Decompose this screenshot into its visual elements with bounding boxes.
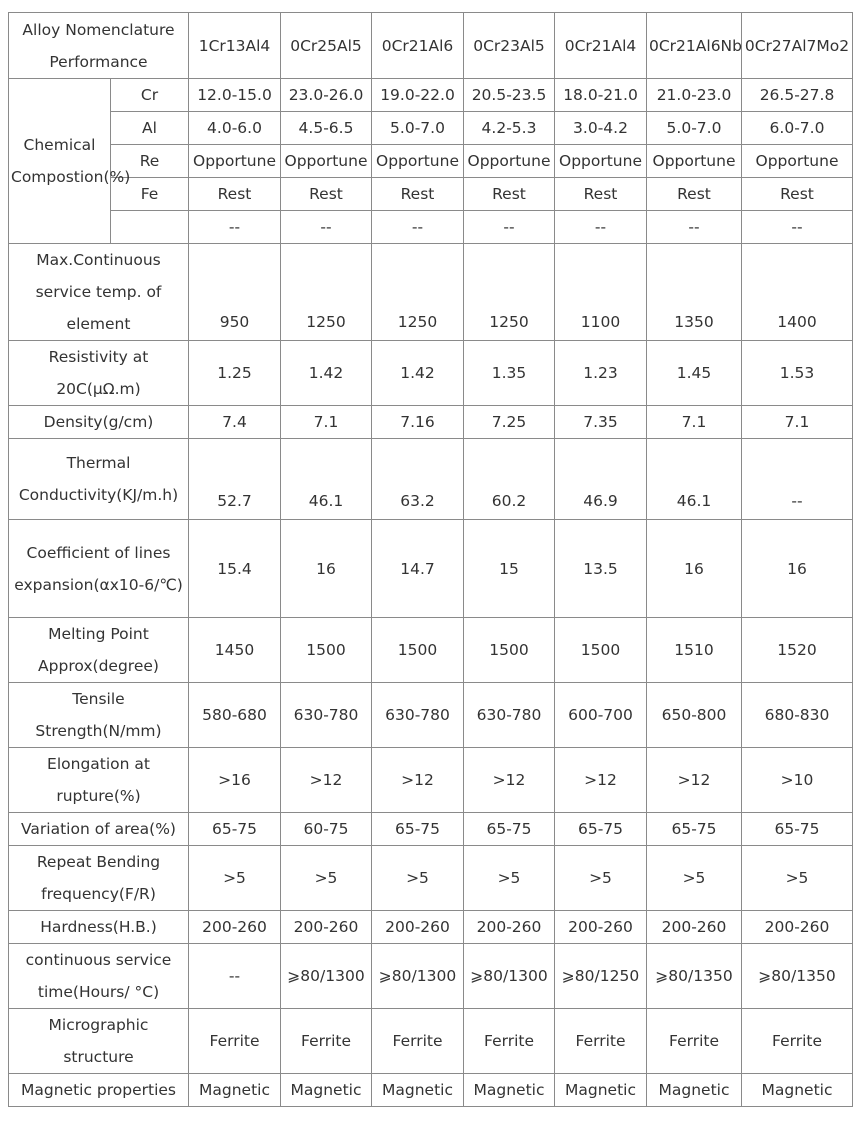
table-cell: Ferrite: [742, 1009, 853, 1074]
table-cell: 1250: [372, 244, 464, 341]
property-label: Tensile Strength(N/mm): [9, 683, 189, 748]
table-cell: Opportune: [647, 145, 742, 178]
property-label: Micrographic structure: [9, 1009, 189, 1074]
table-cell: Ferrite: [555, 1009, 647, 1074]
table-cell: 4.2-5.3: [464, 112, 555, 145]
table-cell: 1400: [742, 244, 853, 341]
table-cell: --: [464, 211, 555, 244]
table-cell: 65-75: [189, 813, 281, 846]
property-label: Coefficient of lines expansion(αx10-6/℃): [9, 520, 189, 618]
alloy-name-header: 0Cr21Al6Nb: [647, 13, 742, 79]
table-cell: Ferrite: [372, 1009, 464, 1074]
table-cell: 20.5-23.5: [464, 79, 555, 112]
table-cell: 7.35: [555, 406, 647, 439]
alloy-properties-table: [8, 12, 853, 1107]
table-cell: ⩾80/1350: [742, 944, 853, 1009]
property-label: Repeat Bending frequency(F/R): [9, 846, 189, 911]
property-label: Thermal Conductivity(KJ/m.h): [9, 439, 189, 520]
table-cell: >5: [281, 846, 372, 911]
table-cell: 12.0-15.0: [189, 79, 281, 112]
alloy-name-header: 0Cr21Al6: [372, 13, 464, 79]
property-row: [9, 944, 853, 1009]
table-cell: Opportune: [189, 145, 281, 178]
table-cell: 26.5-27.8: [742, 79, 853, 112]
chemical-row: [9, 145, 853, 178]
table-cell: 7.16: [372, 406, 464, 439]
table-cell: Rest: [189, 178, 281, 211]
table-cell: 65-75: [742, 813, 853, 846]
table-cell: ⩾80/1250: [555, 944, 647, 1009]
property-label: Elongation at rupture(%): [9, 748, 189, 813]
table-cell: 23.0-26.0: [281, 79, 372, 112]
table-cell: >5: [647, 846, 742, 911]
element-label: [111, 211, 189, 244]
alloy-name-header: 0Cr21Al4: [555, 13, 647, 79]
table-cell: 1250: [464, 244, 555, 341]
table-cell: 60-75: [281, 813, 372, 846]
table-cell: 1510: [647, 618, 742, 683]
property-label: Magnetic properties: [9, 1074, 189, 1107]
table-cell: >12: [464, 748, 555, 813]
table-cell: ⩾80/1300: [464, 944, 555, 1009]
table-cell: Magnetic: [281, 1074, 372, 1107]
table-cell: >16: [189, 748, 281, 813]
table-cell: 630-780: [464, 683, 555, 748]
property-row: [9, 406, 853, 439]
alloy-name-header: 0Cr27Al7Mo2: [742, 13, 853, 79]
table-cell: Ferrite: [464, 1009, 555, 1074]
header-row: [9, 13, 853, 79]
table-cell: ⩾80/1300: [372, 944, 464, 1009]
table-cell: 3.0-4.2: [555, 112, 647, 145]
alloy-name-header: 0Cr25Al5: [281, 13, 372, 79]
chemical-row: [9, 211, 853, 244]
table-cell: 7.25: [464, 406, 555, 439]
table-cell: 46.1: [647, 439, 742, 520]
table-cell: 1.35: [464, 341, 555, 406]
table-cell: 60.2: [464, 439, 555, 520]
table-cell: 5.0-7.0: [647, 112, 742, 145]
table-cell: 19.0-22.0: [372, 79, 464, 112]
property-row: [9, 1009, 853, 1074]
table-cell: 1500: [555, 618, 647, 683]
table-cell: 46.1: [281, 439, 372, 520]
header-label: Alloy Nomenclature Performance: [9, 13, 189, 79]
table-cell: 14.7: [372, 520, 464, 618]
chemical-row: [9, 112, 853, 145]
table-cell: 16: [647, 520, 742, 618]
table-cell: 65-75: [647, 813, 742, 846]
table-cell: >12: [647, 748, 742, 813]
table-cell: Ferrite: [281, 1009, 372, 1074]
property-label: Resistivity at 20C(μΩ.m): [9, 341, 189, 406]
table-cell: 7.1: [647, 406, 742, 439]
table-cell: 200-260: [281, 911, 372, 944]
table-cell: >5: [372, 846, 464, 911]
table-cell: --: [189, 944, 281, 1009]
table-cell: Magnetic: [464, 1074, 555, 1107]
table-cell: >12: [555, 748, 647, 813]
property-row: [9, 1074, 853, 1107]
property-row: [9, 846, 853, 911]
property-row: [9, 341, 853, 406]
property-row: [9, 520, 853, 618]
table-cell: 15.4: [189, 520, 281, 618]
table-cell: 6.0-7.0: [742, 112, 853, 145]
element-label: Al: [111, 112, 189, 145]
table-cell: Opportune: [464, 145, 555, 178]
table-cell: --: [555, 211, 647, 244]
table-cell: Opportune: [555, 145, 647, 178]
table-cell: 630-780: [281, 683, 372, 748]
table-cell: 63.2: [372, 439, 464, 520]
property-row: [9, 911, 853, 944]
table-cell: 1100: [555, 244, 647, 341]
table-cell: >5: [464, 846, 555, 911]
table-cell: 1.42: [372, 341, 464, 406]
property-label: Max.Continuous service temp. of element: [9, 244, 189, 341]
element-label: Re: [111, 145, 189, 178]
chemical-composition-label: Chemical Compostion(%): [9, 79, 111, 244]
table-cell: 4.5-6.5: [281, 112, 372, 145]
table-cell: 200-260: [742, 911, 853, 944]
table-cell: 630-780: [372, 683, 464, 748]
property-row: [9, 813, 853, 846]
table-cell: 65-75: [464, 813, 555, 846]
table-cell: 16: [281, 520, 372, 618]
table-cell: 5.0-7.0: [372, 112, 464, 145]
chemical-row: [9, 79, 853, 112]
table-cell: 650-800: [647, 683, 742, 748]
table-cell: 1.45: [647, 341, 742, 406]
table-cell: 950: [189, 244, 281, 341]
table-cell: Opportune: [742, 145, 853, 178]
table-cell: --: [281, 211, 372, 244]
table-cell: --: [742, 439, 853, 520]
table-cell: ⩾80/1300: [281, 944, 372, 1009]
table-cell: 600-700: [555, 683, 647, 748]
table-cell: >5: [742, 846, 853, 911]
table-cell: >12: [281, 748, 372, 813]
table-cell: --: [647, 211, 742, 244]
table-cell: 65-75: [372, 813, 464, 846]
table-cell: 21.0-23.0: [647, 79, 742, 112]
property-row: [9, 244, 853, 341]
alloy-name-header: 1Cr13Al4: [189, 13, 281, 79]
table-cell: >12: [372, 748, 464, 813]
table-cell: 1500: [281, 618, 372, 683]
table-cell: 200-260: [647, 911, 742, 944]
table-cell: 1350: [647, 244, 742, 341]
table-cell: 580-680: [189, 683, 281, 748]
table-cell: 16: [742, 520, 853, 618]
table-cell: >5: [555, 846, 647, 911]
table-cell: 200-260: [189, 911, 281, 944]
table-cell: Rest: [647, 178, 742, 211]
table-cell: 200-260: [372, 911, 464, 944]
table-cell: 52.7: [189, 439, 281, 520]
table-cell: 1450: [189, 618, 281, 683]
table-cell: 4.0-6.0: [189, 112, 281, 145]
table-cell: 7.1: [742, 406, 853, 439]
table-cell: Magnetic: [647, 1074, 742, 1107]
table-cell: 1.53: [742, 341, 853, 406]
element-label: Fe: [111, 178, 189, 211]
table-cell: 1500: [464, 618, 555, 683]
table-cell: Magnetic: [189, 1074, 281, 1107]
table-cell: Ferrite: [647, 1009, 742, 1074]
table-cell: 1250: [281, 244, 372, 341]
table-cell: 13.5: [555, 520, 647, 618]
table-cell: 1500: [372, 618, 464, 683]
table-cell: 65-75: [555, 813, 647, 846]
element-label: Cr: [111, 79, 189, 112]
table-cell: Rest: [464, 178, 555, 211]
table-cell: Magnetic: [555, 1074, 647, 1107]
table-cell: 1.23: [555, 341, 647, 406]
table-cell: 680-830: [742, 683, 853, 748]
table-cell: Magnetic: [372, 1074, 464, 1107]
property-label: Melting Point Approx(degree): [9, 618, 189, 683]
table-cell: 46.9: [555, 439, 647, 520]
table-cell: Opportune: [281, 145, 372, 178]
property-row: [9, 439, 853, 520]
alloy-name-header: 0Cr23Al5: [464, 13, 555, 79]
property-label: Variation of area(%): [9, 813, 189, 846]
table-cell: 200-260: [555, 911, 647, 944]
table-cell: >5: [189, 846, 281, 911]
table-cell: 1.42: [281, 341, 372, 406]
table-cell: ⩾80/1350: [647, 944, 742, 1009]
property-label: Density(g/cm): [9, 406, 189, 439]
chemical-row: [9, 178, 853, 211]
table-cell: 18.0-21.0: [555, 79, 647, 112]
table-cell: Magnetic: [742, 1074, 853, 1107]
table-cell: Rest: [555, 178, 647, 211]
property-row: [9, 748, 853, 813]
table-cell: Rest: [372, 178, 464, 211]
table-cell: Rest: [742, 178, 853, 211]
table-cell: Ferrite: [189, 1009, 281, 1074]
table-cell: 7.4: [189, 406, 281, 439]
table-cell: 200-260: [464, 911, 555, 944]
table-cell: 1.25: [189, 341, 281, 406]
table-cell: Rest: [281, 178, 372, 211]
table-cell: Opportune: [372, 145, 464, 178]
table-cell: --: [372, 211, 464, 244]
table-cell: 1520: [742, 618, 853, 683]
table-cell: --: [742, 211, 853, 244]
table-cell: --: [189, 211, 281, 244]
table-cell: >10: [742, 748, 853, 813]
property-row: [9, 618, 853, 683]
table-cell: 7.1: [281, 406, 372, 439]
property-label: Hardness(H.B.): [9, 911, 189, 944]
property-label: continuous service time(Hours/ °C): [9, 944, 189, 1009]
table-cell: 15: [464, 520, 555, 618]
property-row: [9, 683, 853, 748]
